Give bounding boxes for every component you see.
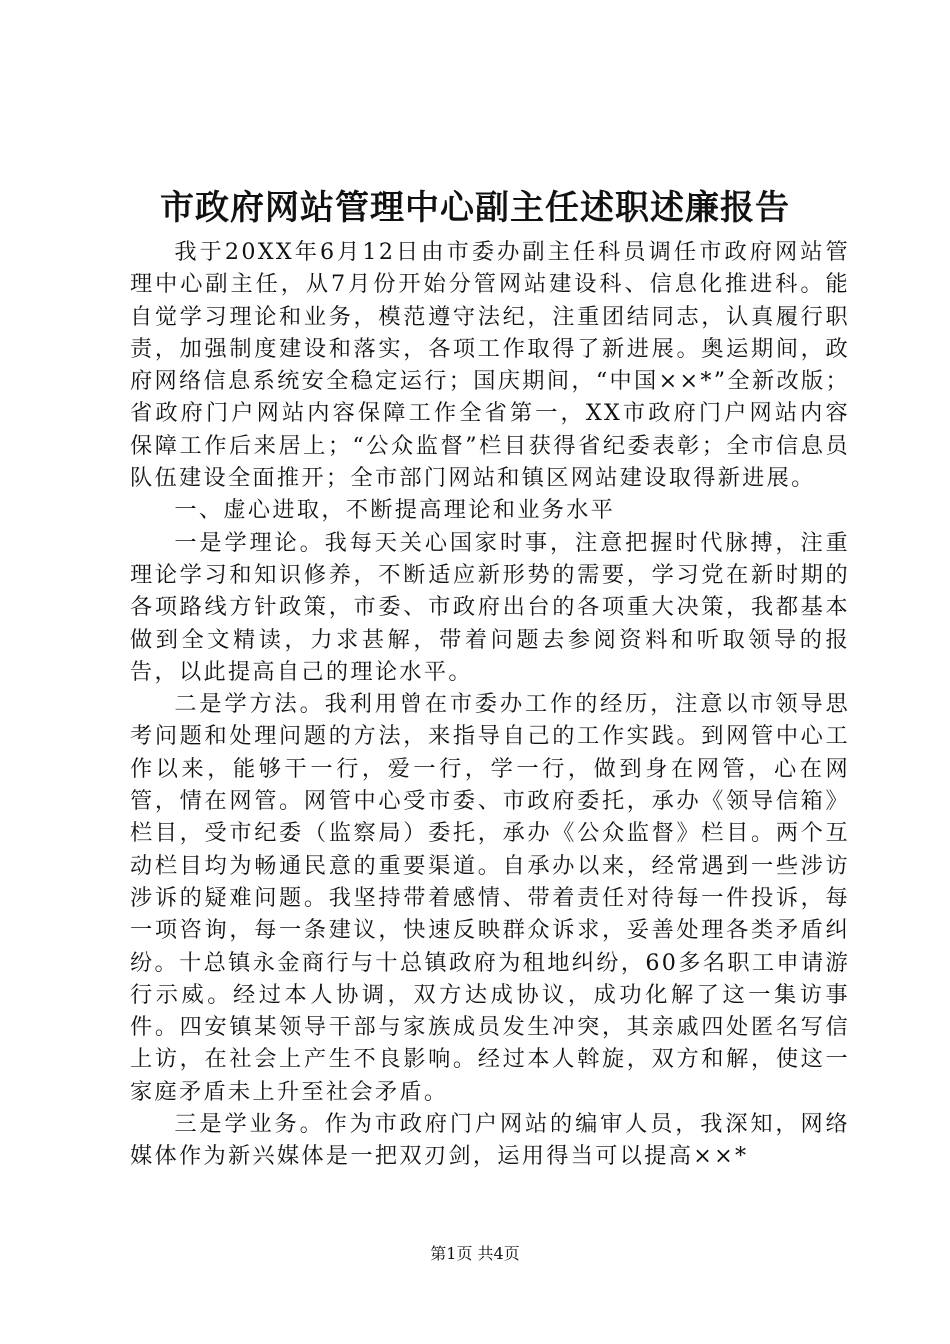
method-paragraph: 二是学方法。我利用曾在市委办工作的经历，注意以市领导思考问题和处理问题的方法，来指导自己的工作实践。到网管中心工作以来，能够干一行，爱一行，学一行，做到身在网管，心在网管，情在网管。网管中心受市委、市政府委托，承办《领导信箱》栏目，受市纪委（监察局）委托，承办《公众监督》栏目。两个互动栏目均为畅通民意的重要渠道。自承办以来，经常遇到一些涉访涉诉的疑难问题。我坚持带着感情、带着责任对待每一件投诉，每一项咨询，每一条建议，快速反映群众诉求，妥善处理各类矛盾纠纷。十总镇永金商行与十总镇政府为租地纠纷，60多名职工申请游行示威。经过本人协调，双方达成协议，成功化解了这一集访事件。四安镇某领导干部与家族成员发生冲突，其亲戚四处匿名写信上访，在社会上产生不良影响。经过本人斡旋，双方和解，使这一家庭矛盾未上升至社会矛盾。 (130, 691, 850, 1105)
document-title: 市政府网站管理中心副主任述职述廉报告 (160, 188, 790, 228)
intro-paragraph: 我于20XX年6月12日由市委办副主任科员调任市政府网站管理中心副主任，从7月份开始分管网站建设科、信息化推进科。能自觉学习理论和业务，模范遵守法纪，注重团结同志，认真履行职责，加强制度建设和落实，各项工作取得了新进展。奥运期间，政府网络信息系统安全稳定运行；国庆期间，“中国××*”全新改版；省政府门户网站内容保障工作全省第一，XX市政府门户网站内容保障工作后来居上；“公众监督”栏目获得省纪委表彰；全市信息员队伍建设全面推开；全市部门网站和镇区网站建设取得新进展。 (130, 239, 850, 492)
page-footer: 第1页 共4页 (430, 1244, 520, 1263)
document-body (130, 236, 850, 1173)
theory-paragraph: 一是学理论。我每天关心国家时事，注意把握时代脉搏，注重理论学习和知识修养，不断适应新形势的需要，学习党在新时期的各项路线方针政策，市委、市政府出台的各项重大决策，我都基本做到全文精读，力求甚解，带着问题去参阅资料和听取领导的报告，以此提高自己的理论水平。 (130, 529, 850, 685)
section-heading: 一、虚心进取，不断提高理论和业务水平 (174, 497, 616, 524)
business-paragraph: 三是学业务。作为市政府门户网站的编审人员，我深知，网络媒体作为新兴媒体是一把双刃剑，运用得当可以提高××* (130, 1111, 850, 1170)
